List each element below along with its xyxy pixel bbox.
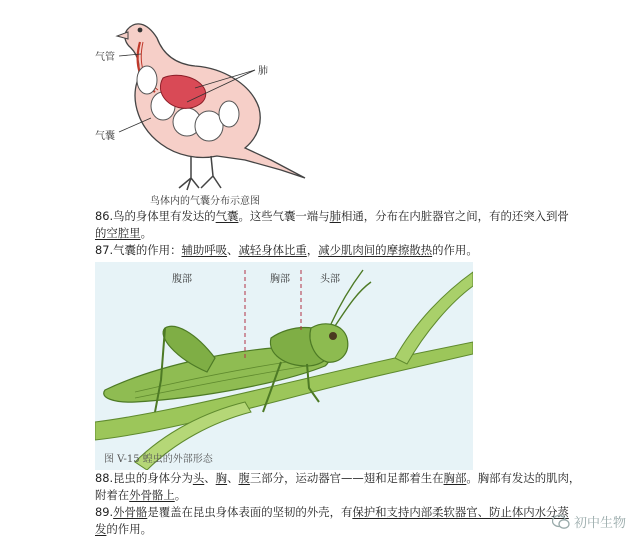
grasshopper-figure-caption: 图 V-15 蝗虫的外部形态 <box>104 454 213 465</box>
p88-text: 。胸部有发达的肌肉， <box>466 471 581 485</box>
p88-text: 三部分，运动器官——翅和足都着生在 <box>249 471 444 485</box>
label-abdomen: 腹部 <box>172 274 192 285</box>
p89-text: 89. <box>95 505 114 519</box>
paragraph-87 <box>95 242 595 259</box>
bird-figure-caption: 鸟体内的气囊分布示意图 <box>150 196 260 207</box>
p87-separator: 、 <box>227 243 239 257</box>
p88-term: 胸 <box>215 471 228 485</box>
p88-term: 胸部 <box>443 471 467 485</box>
paragraph-89 <box>95 504 595 538</box>
p88-separator: 、 <box>227 471 239 485</box>
watermark <box>552 512 626 531</box>
label-lung: 肺 <box>258 66 268 77</box>
label-head: 头部 <box>320 274 340 285</box>
bird-illustration <box>95 10 330 210</box>
p89-text: 是覆盖在昆虫身体表面的坚韧的外壳，有 <box>147 505 353 519</box>
label-air-sac: 气囊 <box>95 131 115 142</box>
p89-text: 的作用。 <box>106 522 152 536</box>
bird-beak <box>117 32 128 39</box>
bird-airsac-figure <box>95 10 330 210</box>
p87-separator: ， <box>306 243 319 257</box>
p86-term-bone-cavity: 的空腔里 <box>95 226 141 240</box>
p86-text: 86.鸟的身体里有发达的 <box>95 209 216 223</box>
bird-leg <box>179 156 199 190</box>
p86-text: 。这些气囊一端与 <box>238 209 330 223</box>
p88-term: 腹 <box>238 471 250 485</box>
air-sac <box>219 101 239 127</box>
air-sac <box>137 66 157 94</box>
grasshopper-illustration <box>95 262 473 470</box>
p88-text: 附着在 <box>95 488 130 502</box>
p89-term: 保护和支持内部柔软器官、防止体内水分蒸 <box>352 505 569 519</box>
paragraph-88 <box>95 470 595 504</box>
p89-term: 外骨骼 <box>113 505 148 519</box>
p87-text: 的作用。 <box>432 243 478 257</box>
grasshopper-eye <box>329 332 337 340</box>
p88-separator: 、 <box>204 471 216 485</box>
p86-text: 相通，分布在内脏器官之间，有的还突入到骨 <box>340 209 569 223</box>
paragraph-86 <box>95 208 595 242</box>
p88-text: 。 <box>174 488 187 502</box>
p86-term-airsac: 气囊 <box>215 209 239 223</box>
p89-term: 发 <box>95 522 107 536</box>
p86-text: 。 <box>140 226 152 240</box>
p88-text: 88.昆虫的身体分为 <box>95 471 193 485</box>
watermark-text: 初中生物 <box>573 516 626 531</box>
label-thorax: 胸部 <box>270 274 290 285</box>
wechat-icon <box>552 514 570 530</box>
p87-term: 减轻身体比重 <box>238 243 307 257</box>
bird-eye <box>138 28 143 33</box>
p88-term: 外骨骼上 <box>129 488 175 502</box>
p86-term-lung: 肺 <box>329 209 341 223</box>
label-trachea: 气管 <box>95 52 115 63</box>
p87-term: 减少肌肉间的摩擦散热 <box>318 243 433 257</box>
grasshopper-figure <box>95 262 473 470</box>
bird-leg <box>201 156 221 188</box>
p88-term: 头 <box>192 471 205 485</box>
p87-term: 辅助呼吸 <box>181 243 228 257</box>
p87-text: 87.气囊的作用： <box>95 243 182 257</box>
